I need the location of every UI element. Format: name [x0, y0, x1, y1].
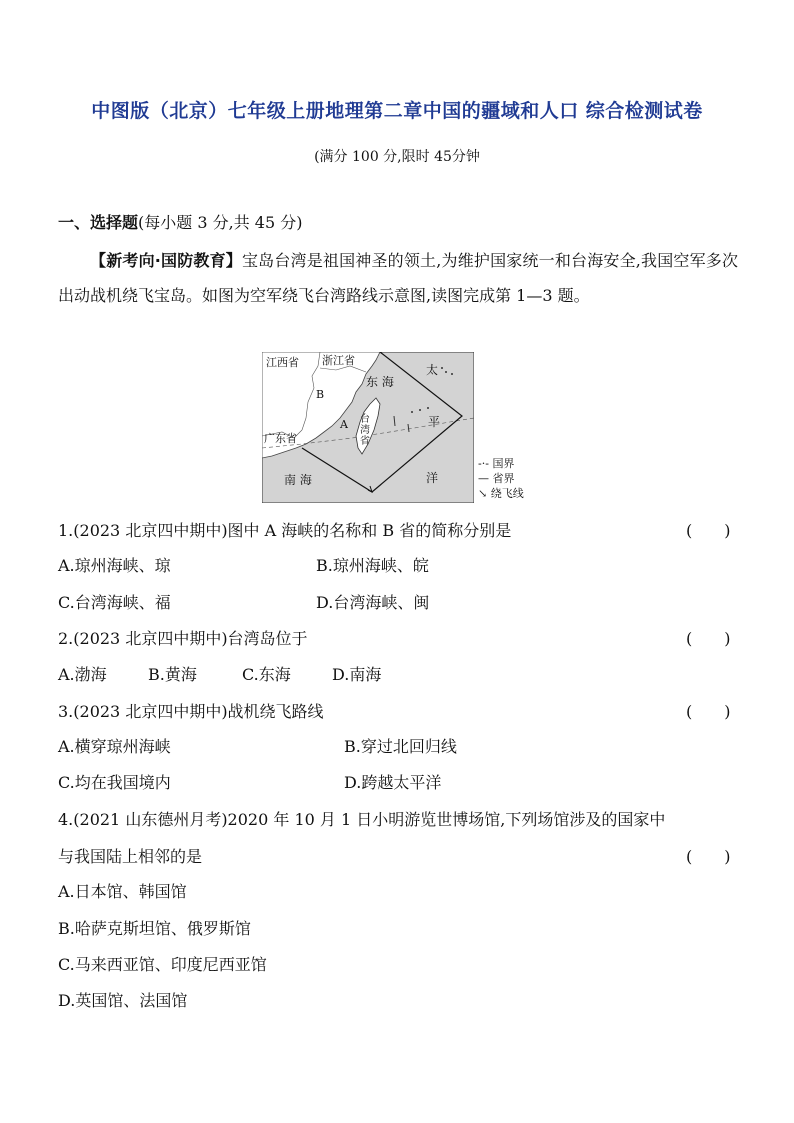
intro-paragraph	[58, 243, 738, 313]
section-title: 一、选择题	[58, 213, 139, 232]
island-dot	[451, 373, 453, 375]
q4-option-b[interactable]: B.哈萨克斯坦馆、俄罗斯馆	[58, 919, 251, 938]
answer-blank-2[interactable]: ( )	[686, 629, 731, 648]
label-pacific-1: 太	[426, 363, 439, 377]
q2-option-a[interactable]: A.渤海	[58, 665, 107, 684]
legend-national-label: 国界	[492, 457, 515, 470]
island-dot	[411, 411, 413, 413]
legend-provincial-label: 省界	[492, 472, 515, 485]
q2-option-d[interactable]: D.南海	[332, 665, 382, 684]
island-dot	[419, 409, 421, 411]
q1-option-b[interactable]: B.琼州海峡、皖	[316, 556, 429, 575]
label-guangdong: 广东省	[264, 432, 297, 445]
legend-line-icon: —	[478, 472, 489, 485]
legend-provincial	[478, 471, 524, 486]
legend-dash-icon: -·-	[478, 457, 489, 470]
legend-flight-label: 绕飞线	[490, 487, 524, 500]
label-pacific-2: 平	[428, 415, 441, 429]
answer-blank-3[interactable]: ( )	[686, 702, 731, 721]
question-3-stem: 3.(2023 北京四中期中)战机绕飞路线	[58, 702, 324, 721]
label-taiwan-2: 湾	[360, 425, 370, 436]
q3-option-c[interactable]: C.均在我国境内	[58, 773, 171, 792]
q1-option-c[interactable]: C.台湾海峡、福	[58, 593, 171, 612]
question-4-stem-line1: 4.(2021 山东德州月考)2020 年 10 月 1 日小明游览世博场馆,下列场馆涉及的国家中	[58, 810, 666, 829]
q4-option-d[interactable]: D.英国馆、法国馆	[58, 991, 188, 1010]
section-heading	[58, 210, 302, 233]
q2-option-b[interactable]: B.黄海	[148, 665, 197, 684]
island-dot	[445, 371, 447, 373]
map-legend	[478, 456, 524, 501]
island-dot	[427, 407, 429, 409]
label-b-province: B	[316, 388, 325, 401]
q2-option-c[interactable]: C.东海	[242, 665, 291, 684]
intro-tag: 【新考向·国防教育】	[90, 251, 242, 270]
exam-info: (满分 100 分,限时 45分钟	[314, 149, 480, 165]
q4-option-a[interactable]: A.日本馆、韩国馆	[58, 882, 187, 901]
label-zhejiang: 浙江省	[322, 354, 355, 367]
q4-option-c[interactable]: C.马来西亚馆、印度尼西亚馆	[58, 955, 267, 974]
question-1-stem: 1.(2023 北京四中期中)图中 A 海峡的名称和 B 省的简称分别是	[58, 521, 512, 540]
label-pacific-3: 洋	[426, 471, 439, 485]
label-south-sea: 南 海	[284, 473, 312, 487]
q3-option-d[interactable]: D.跨越太平洋	[344, 773, 442, 792]
label-a-strait: A	[340, 418, 348, 431]
label-east-sea: 东 海	[366, 375, 394, 389]
answer-blank-1[interactable]: ( )	[686, 521, 731, 540]
island-dot	[441, 367, 443, 369]
label-taiwan-1: 台	[360, 414, 370, 425]
q1-option-a[interactable]: A.琼州海峡、琼	[58, 556, 171, 575]
section-note: (每小题 3 分,共 45 分)	[138, 213, 303, 232]
q1-option-d[interactable]: D.台湾海峡、闽	[316, 593, 430, 612]
question-4-stem-line2: 与我国陆上相邻的是	[58, 847, 203, 866]
taiwan-flight-map	[262, 352, 474, 503]
q3-option-b[interactable]: B.穿过北回归线	[344, 737, 457, 756]
legend-flight	[478, 486, 524, 501]
q3-option-a[interactable]: A.横穿琼州海峡	[58, 737, 171, 756]
question-2-stem: 2.(2023 北京四中期中)台湾岛位于	[58, 629, 308, 648]
intro-text: 宝岛台湾是祖国神圣的领土,为维护国家统一和台海安全,我国空军多次出动战机绕飞宝岛。如图为空军绕飞台湾路线示意图,读图完成第 1—3 题。	[58, 251, 738, 305]
legend-national	[478, 456, 524, 471]
label-taiwan-3: 省	[360, 436, 370, 447]
page-title: 中图版（北京）七年级上册地理第二章中国的疆域和人口 综合检测试卷	[91, 100, 703, 122]
answer-blank-4[interactable]: ( )	[686, 847, 731, 866]
legend-arrow-icon: ↘	[478, 487, 488, 500]
label-jiangxi: 江西省	[266, 356, 299, 369]
